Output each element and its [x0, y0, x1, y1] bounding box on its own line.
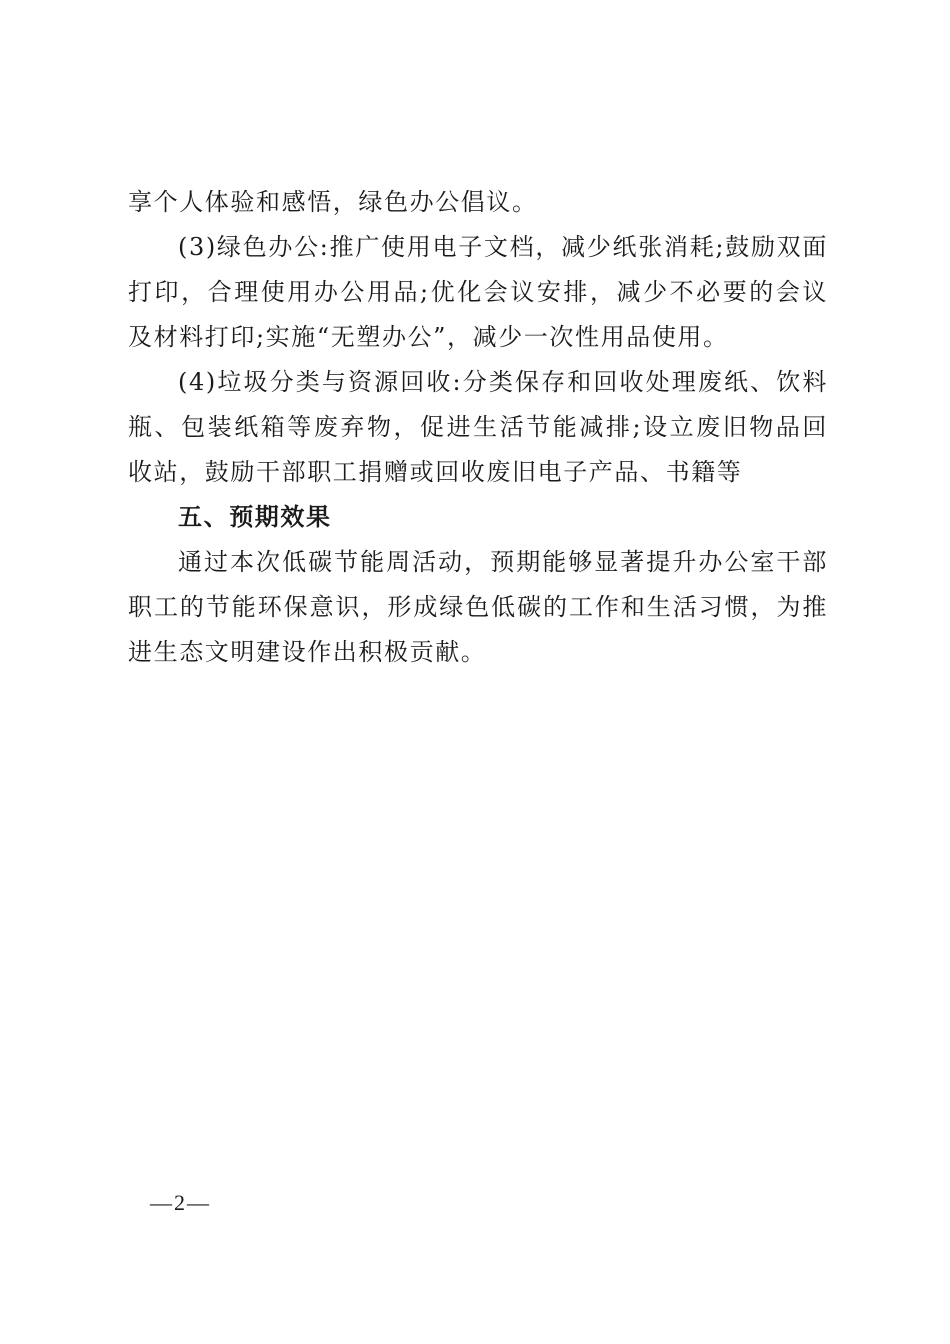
- paragraph-expected-results: 通过本次低碳节能周活动，预期能够显著提升办公室干部职工的节能环保意识，形成绿色低碳的工作和生活习惯，为推进生态文明建设作出积极贡献。: [128, 548, 828, 666]
- section-heading-expected-results: 五、预期效果: [178, 503, 332, 531]
- paragraph-continuation: 享个人体验和感悟，绿色办公倡议。: [128, 188, 538, 216]
- document-body: [128, 180, 828, 675]
- page-number: —2—: [150, 1190, 211, 1215]
- paragraph-green-office: (3)绿色办公:推广使用电子文档，减少纸张消耗;鼓励双面打印，合理使用办公用品;优化会议安排，减少不必要的会议及材料打印;实施“无塑办公”，减少一次性用品使用。: [128, 233, 828, 351]
- paragraph-waste-recycling: (4)垃圾分类与资源回收:分类保存和回收处理废纸、饮料瓶、包装纸箱等废弃物，促进生活节能减排;设立废旧物品回收站，鼓励干部职工捐赠或回收废旧电子产品、书籍等: [128, 368, 828, 486]
